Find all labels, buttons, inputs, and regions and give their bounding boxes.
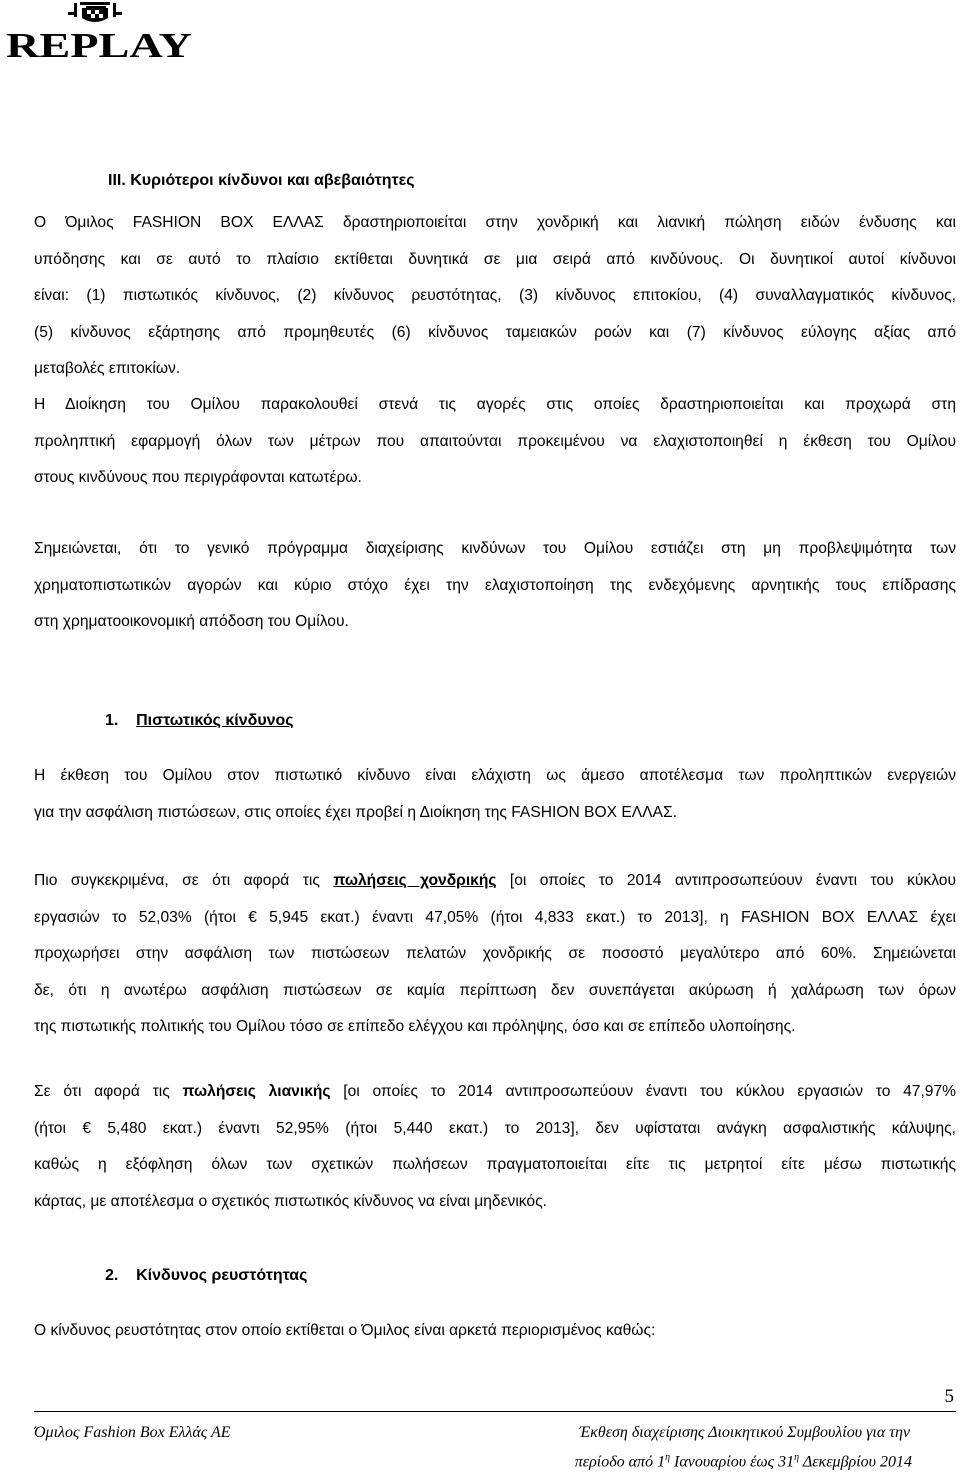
wholesale-paragraph [34,863,956,1046]
text-line: Σημειώνεται, ότι το γενικό πρόγραμμα διαχείρισης κινδύνων του Ομίλου εστιάζει στη μη προβλεψιμότητα των [34,540,956,557]
text-run: [οι οποίες το 2014 αντιπροσωπεύουν έναντι του κύκλου εργασιών το 47,97% [330,1083,956,1100]
text-run: [οι οποίες το 2014 αντιπροσωπεύουν έναντι του κύκλου [496,872,956,889]
text-line: στη χρηματοοικονομική απόδοση του Ομίλου. [34,613,349,630]
text-line: της πιστωτικής πολιτικής του Ομίλου τόσο σε επίπεδο ελέγχου και πρόληψης, όσο και σε επίπεδο υλοποίησης. [34,1018,796,1035]
text-line: μεταβολές επιτοκίων. [34,360,181,377]
text-run: Σε ότι αφορά τις [34,1083,183,1100]
retail-paragraph [34,1074,956,1220]
text-line: για την ασφάλιση πιστώσεων, στις οποίες έχει προβεί η Διοίκηση της FASHION BOX ΕΛΛΑΣ. [34,803,677,821]
text-line: Ο κίνδυνος ρευστότητας στον οποίο εκτίθεται ο Όμιλος είναι αρκετά περιορισμένος καθώς: [34,1322,656,1339]
ordinal-suffix: η [665,1452,671,1463]
subsection-1-heading [105,711,294,731]
text-line: προληπτική εφαρμογή όλων των μέτρων που απαιτούνται προκειμένου να ελαχιστοποιηθεί η έκθεση του Ομίλου [34,432,956,450]
text-line: (5) κίνδυνος εξάρτησης από προμηθευτές (6) κίνδυνος ταμειακών ροών και (7) κίνδυνος εύλογης αξίας από [34,323,956,341]
subsection-number: 1. [105,712,119,729]
text-line: είναι: (1) πιστωτικός κίνδυνος, (2) κίνδυνος ρευστότητας, (3) κίνδυνος επιτοκίου, (4) συναλλαγματικός κίνδυνος, [34,287,956,304]
wholesale-sales-emphasis: πωλήσεις χονδρικής [333,872,497,889]
footer-divider [34,1411,956,1412]
footer-right-line-2 [575,1452,912,1471]
retail-sales-emphasis: πωλήσεις λιανικής [182,1083,331,1100]
text-line: εργασιών το 52,03% (ήτοι € 5,945 εκατ.) έναντι 47,05% (ήτοι 4,833 εκατ.) το 2013], η FASHION BOX ΕΛΛΑΣ έχει [34,908,956,926]
intro-paragraph [34,205,956,388]
text-line: Η έκθεση του Ομίλου στον πιστωτικό κίνδυνο είναι ελάχιστη ως άμεσο αποτέλεσμα των προληπτικών ενεργειών [34,767,956,784]
credit-risk-paragraph [34,758,956,831]
text-line: Η Διοίκηση του Ομίλου παρακολουθεί στενά τις αγορές στις οποίες δραστηριοποιείται και προχωρά στη [34,396,956,413]
footer-left: Όμιλος Fashion Box Ελλάς ΑΕ [34,1424,231,1441]
replay-logo [4,0,194,62]
text-line [34,1074,956,1111]
text-line: (ήτοι € 5,480 εκατ.) έναντι 52,95% (ήτοι 5,440 εκατ.) το 2013], δεν υφίσταται ανάγκη ασφαλιστικής κάλυψης, [34,1119,956,1137]
liquidity-paragraph [34,1313,956,1350]
subsection-title: Πιστωτικός κίνδυνος [136,712,294,729]
management-paragraph [34,387,956,497]
text-run: Πιο συγκεκριμένα, σε ότι αφορά τις [34,872,334,889]
ordinal-suffix: η [794,1452,800,1463]
subsection-number: 2. [105,1267,119,1284]
replay-crest-icon [4,0,194,62]
subsection-2-heading [105,1266,307,1286]
text-line: υπόδησης και σε αυτό το πλαίσιο εκτίθεται δυνητικά σε μια σειρά από κινδύνους. Οι δυνητικοί αυτοί κίνδυνοι [34,250,956,268]
subsection-title: Κίνδυνος ρευστότητας [136,1267,308,1284]
text-line: προχωρήσει στην ασφάλιση των πιστώσεων πελατών χονδρικής σε ποσοστό μεγαλύτερο από 60%. Σημειώνεται [34,945,956,962]
text-line: κάρτας, με αποτέλεσμα ο σχετικός πιστωτικός κίνδυνος να είναι μηδενικός. [34,1192,547,1210]
page-number: 5 [944,1386,954,1407]
text-line: καθώς η εξόφληση όλων των σχετικών πωλήσεων πραγματοποιείται είτε τις μετρητοί είτε μέσω πιστωτικής [34,1156,956,1173]
text-run: Ιανουαρίου έως 31 [670,1453,795,1471]
text-line: χρηματοπιστωτικών αγορών και κύριο στόχο έχει την ελαχιστοποίηση της ενδεχόμενης αρνητικής τους επίδρασης [34,576,956,594]
logo-text: REPLAY [6,26,192,62]
text-line: δε, ότι η ανωτέρω ασφάλιση πιστώσεων σε καμία περίπτωση δεν συνεπάγεται ακύρωση ή χαλάρωση των όρων [34,981,956,999]
risk-program-paragraph [34,531,956,641]
text-line: Ο Όμιλος FASHION BOX ΕΛΛΑΣ δραστηριοποιείται στην χονδρική και λιανική πώληση ειδών ένδυσης και [34,214,956,231]
text-line [34,863,956,900]
footer-right-line-1: Έκθεση διαχείρισης Διοικητικού Συμβουλίου για την [579,1424,910,1441]
text-run: περίοδο από 1 [574,1453,666,1471]
section-heading: III. Κυριότεροι κίνδυνοι και αβεβαιότητες [108,172,415,189]
text-run: Δεκεμβρίου 2014 [799,1453,912,1471]
text-line: στους κινδύνους που περιγράφονται κατωτέρω. [34,469,362,486]
